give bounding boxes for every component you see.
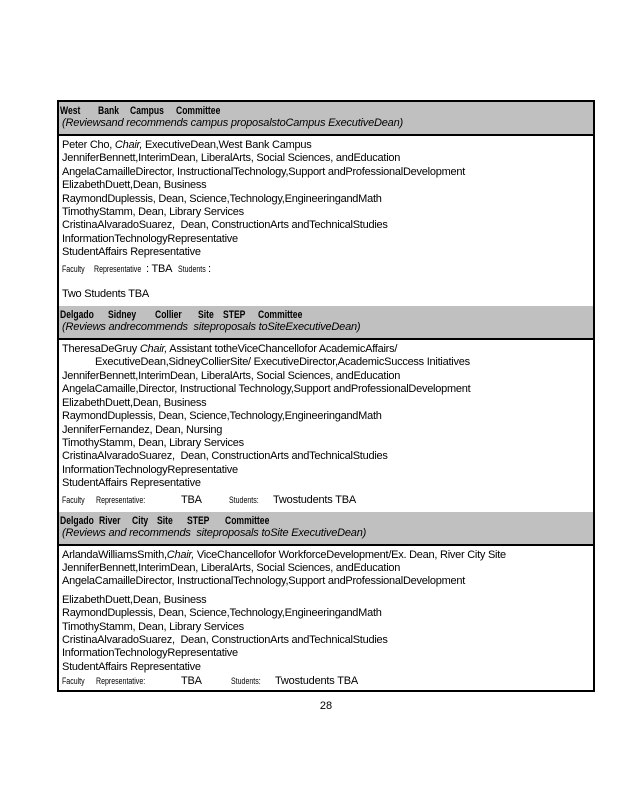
title-word: STEP [187, 514, 210, 527]
section-sidney-collier-site [59, 306, 593, 511]
students-label: Students [178, 263, 206, 274]
member-line: RaymondDuplessis, Dean, Science,Technology,EngineeringandMath [62, 192, 382, 205]
chair-line-continued: ExecutiveDean,SidneyCollierSite/ ExecutiveDirector,AcademicSuccess Initiatives [95, 356, 470, 369]
section-title [60, 105, 592, 117]
member-line: TimothyStamm, Dean, Library Services [62, 620, 244, 633]
faculty-value: TBA [181, 493, 202, 506]
section-west-bank-campus [59, 102, 593, 306]
member-line: InformationTechnologyRepresentative [62, 463, 238, 476]
students-value: Twostudents TBA [275, 675, 359, 688]
title-word: Committee [176, 105, 221, 117]
students-value: : [208, 262, 211, 275]
title-word: City [132, 514, 149, 527]
faculty-representative-row [62, 494, 590, 507]
member-line: JenniferBennett,InterimDean, LiberalArts, Social Sciences, andEducation [62, 561, 401, 574]
member-line: ElizabethDuett,Dean, Business [62, 179, 207, 192]
member-line: RaymondDuplessis, Dean, Science,Technology,EngineeringandMath [62, 410, 382, 423]
committee-table [57, 100, 595, 692]
section-title [60, 515, 592, 527]
page-number: 28 [319, 700, 333, 712]
faculty-value: TBA [181, 675, 202, 688]
member-line: AngelaCamaille,Director, Instructional Technology,Support andProfessionalDevelopment [62, 383, 471, 396]
section-header-sidney-collier-site [59, 306, 593, 340]
member-line: AngelaCamailleDirector, InstructionalTechnology,Support andProfessionalDevelopment [62, 165, 466, 178]
title-word: Delgado [60, 309, 94, 322]
member-line: InformationTechnologyRepresentative [62, 647, 238, 660]
students-note: Two Students TBA [62, 287, 149, 300]
chair-title: Chair, [114, 139, 143, 151]
member-line: RaymondDuplessis, Dean, Science,Technology,EngineeringandMath [62, 607, 382, 620]
member-line: ElizabethDuett,Dean, Business [62, 593, 207, 606]
section-title [60, 309, 592, 321]
chair-post: ViceChancellofor WorkforceDevelopment/Ex. Dean, River City Site [194, 548, 506, 561]
member-line: StudentAffairs Representative [62, 246, 201, 259]
title-word: Site [157, 514, 173, 527]
chair-title: Chair, [139, 343, 168, 356]
member-line: TimothyStamm, Dean, Library Services [62, 206, 244, 219]
chair-post: ExecutiveDean,West Bank Campus [142, 139, 312, 151]
member-line: CristinaAlvaradoSuarez, Dean, ConstructionArts andTechnicalStudies [62, 219, 388, 232]
title-word: Site [198, 309, 214, 322]
title-word: West [60, 105, 81, 117]
section-subtitle: (Reviews andrecommends siteproposals toSiteExecutiveDean) [62, 321, 361, 334]
chair-title: Chair, [166, 548, 195, 561]
title-word: Sidney [108, 309, 137, 322]
chair-line [62, 549, 590, 562]
member-line: JenniferBennett,InterimDean, LiberalArts, Social Sciences, andEducation [62, 152, 401, 165]
section-subtitle: (Reviews and recommends siteproposals toSite ExecutiveDean) [62, 526, 367, 539]
faculty-representative-row [62, 263, 590, 276]
chair-pre: Peter Cho, [62, 139, 115, 151]
member-line: StudentAffairs Representative [62, 477, 201, 490]
member-line: CristinaAlvaradoSuarez, Dean, ConstructionArts andTechnicalStudies [62, 633, 388, 646]
member-line: StudentAffairs Representative [62, 660, 201, 673]
title-word: STEP [223, 309, 246, 322]
students-value: Twostudents TBA [273, 493, 357, 506]
faculty-value: : TBA [146, 262, 173, 275]
member-line: JenniferFernandez, Dean, Nursing [62, 423, 223, 436]
title-word: Campus [130, 105, 164, 117]
chair-line [62, 343, 590, 356]
chair-post: Assistant totheViceChancellofor AcademicAffairs/ [167, 343, 398, 356]
member-line: ElizabethDuett,Dean, Business [62, 396, 207, 409]
member-line: JenniferBennett,InterimDean, LiberalArts, Social Sciences, andEducation [62, 369, 401, 382]
member-line: CristinaAlvaradoSuarez, Dean, ConstructionArts andTechnicalStudies [62, 450, 388, 463]
students-label: Students: [229, 494, 259, 505]
title-word: River [99, 514, 121, 527]
representative-label: Representative [94, 263, 142, 274]
section-body [59, 136, 593, 306]
title-word: Committee [258, 309, 303, 322]
section-header-river-city-site [59, 512, 593, 546]
faculty-label: Faculty [62, 676, 85, 687]
section-body [59, 340, 593, 511]
title-word: Delgado [60, 514, 94, 527]
section-header-west-bank-campus [59, 102, 593, 136]
representative-label: Representative: [96, 676, 146, 687]
representative-label: Representative: [96, 494, 146, 505]
title-word: Collier [155, 309, 182, 322]
students-label: Students: [231, 676, 261, 687]
member-line: TimothyStamm, Dean, Library Services [62, 436, 244, 449]
faculty-label: Faculty [62, 494, 85, 505]
title-word: Committee [225, 514, 270, 527]
section-body [59, 546, 593, 691]
chair-pre: ArlandaWilliamsSmith, [62, 548, 167, 561]
faculty-label: Faculty [62, 263, 85, 274]
member-line: InformationTechnologyRepresentative [62, 232, 238, 245]
section-subtitle: (Reviewsand recommends campus proposalstoCampus ExecutiveDean) [62, 117, 403, 129]
chair-pre: TheresaDeGruy [62, 343, 140, 356]
section-river-city-site [59, 512, 593, 691]
member-line: AngelaCamailleDirector, InstructionalTechnology,Support andProfessionalDevelopment [62, 575, 466, 588]
title-word: Bank [98, 105, 119, 117]
faculty-representative-row [62, 675, 590, 688]
chair-line [62, 139, 590, 152]
